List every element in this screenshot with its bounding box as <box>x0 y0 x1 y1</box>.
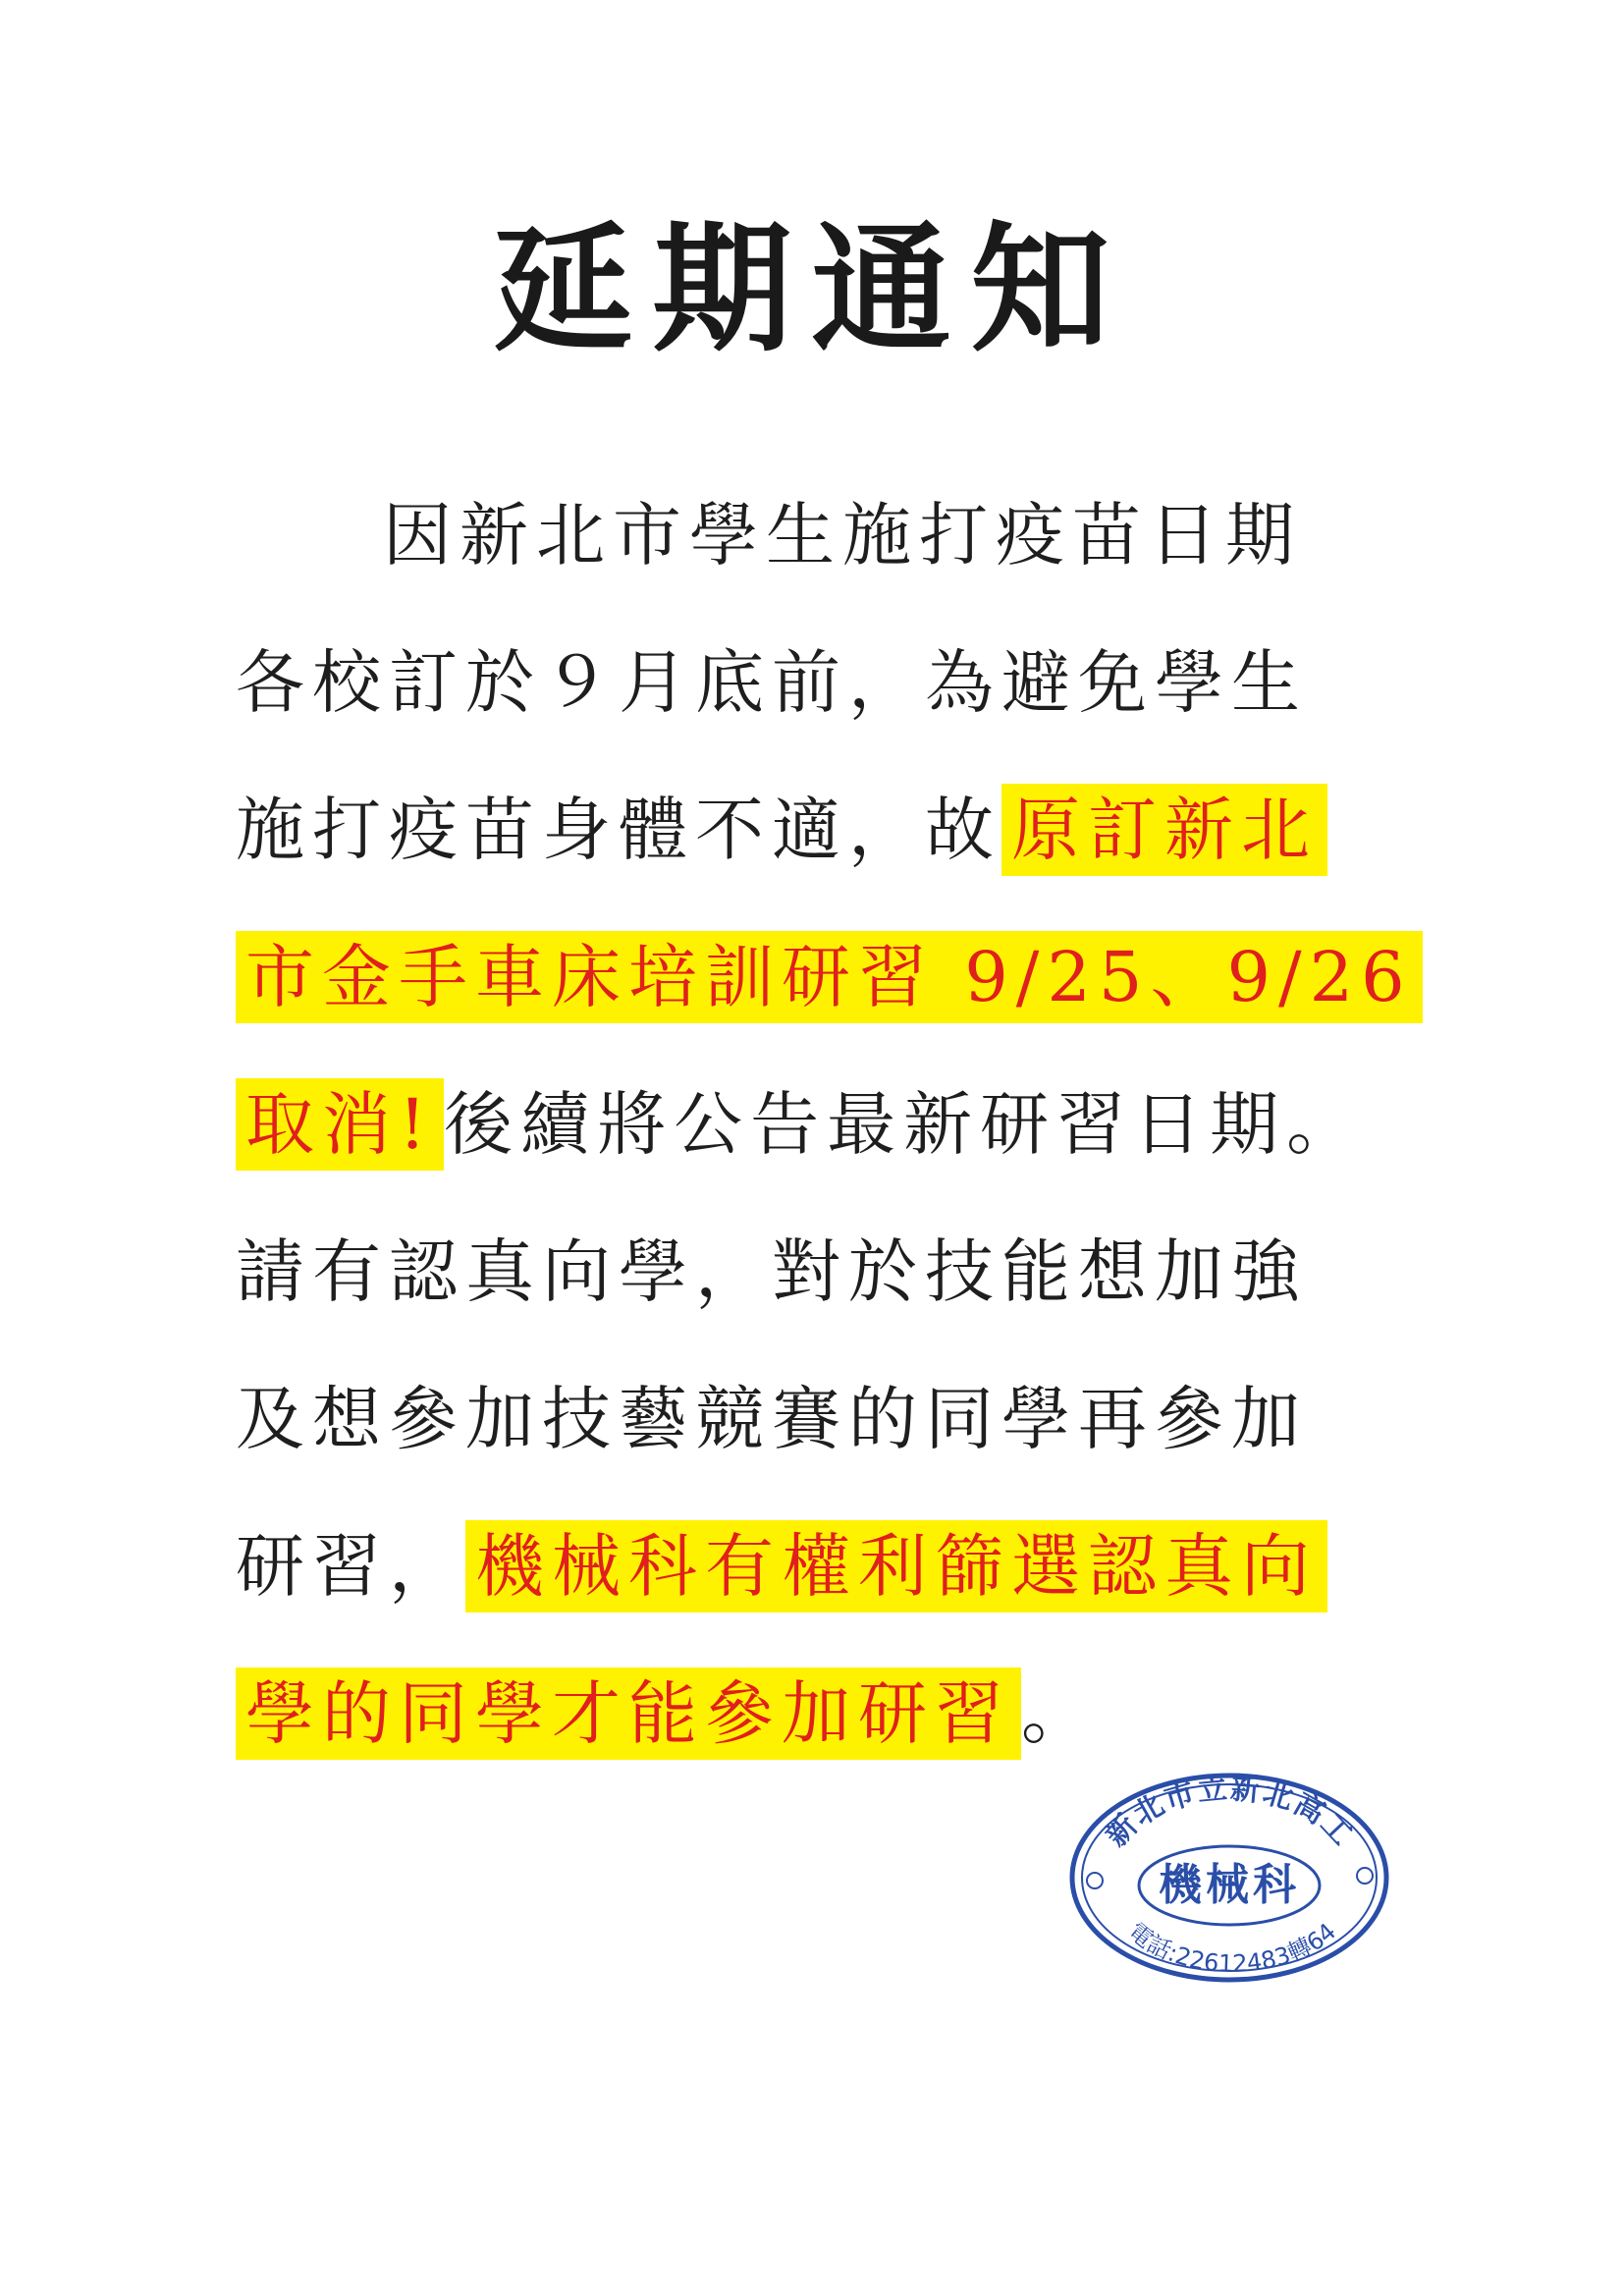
body-text: 因新北市學生施打疫苗日期 <box>383 495 1302 575</box>
stamp-org-name: 新北市立新北高工 <box>1099 1772 1361 1854</box>
page-title: 延期通知 <box>493 208 1130 371</box>
body-text: 。 <box>1021 1673 1098 1754</box>
body-text: 後續將公告最新研習日期。 <box>444 1084 1364 1165</box>
highlighted-text: 取消! <box>236 1078 444 1171</box>
body-text: 及想參加技藝競賽的同學再參加 <box>236 1379 1308 1459</box>
body-line-6 <box>236 1218 1308 1326</box>
body-line-3 <box>236 776 1327 884</box>
highlighted-text: 原訂新北 <box>1001 784 1327 876</box>
department-seal-stamp <box>1065 1768 1394 1989</box>
stamp-department: 機械科 <box>1159 1860 1300 1910</box>
body-line-4 <box>236 923 1423 1031</box>
body-text: 施打疫苗身體不適，故 <box>236 790 1001 870</box>
body-text: 研習， <box>236 1526 465 1607</box>
body-text: 請有認真向學，對於技能想加強 <box>236 1231 1308 1312</box>
body-line-9 <box>236 1660 1098 1768</box>
highlighted-text: 機械科有權利篩選認真向 <box>465 1520 1327 1613</box>
flower-ornament-icon <box>1357 1868 1373 1884</box>
highlighted-text: 市金手車床培訓研習 9/25、9/26 <box>236 931 1423 1023</box>
body-line-2 <box>236 629 1308 737</box>
highlighted-text: 學的同學才能參加研習 <box>236 1667 1021 1760</box>
body-text: 各校訂於９月底前，為避免學生 <box>236 642 1308 723</box>
stamp-phone: 電話:22612483轉64 <box>1122 1917 1342 1978</box>
body-line-7 <box>236 1365 1308 1473</box>
body-line-1 <box>383 481 1302 589</box>
body-line-8 <box>236 1512 1327 1620</box>
body-line-5 <box>236 1070 1363 1178</box>
flower-ornament-icon <box>1087 1873 1103 1888</box>
